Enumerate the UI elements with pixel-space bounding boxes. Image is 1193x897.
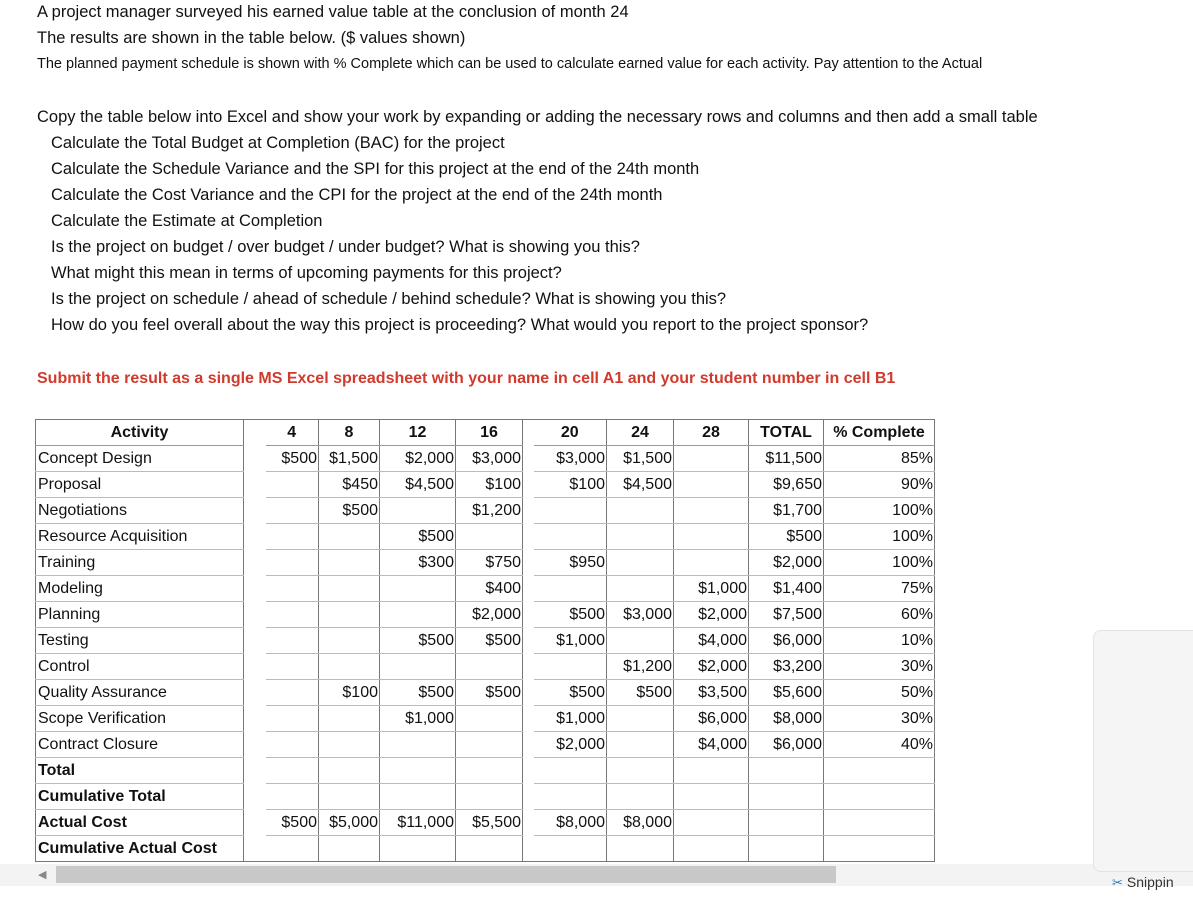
total-cell: $2,000 — [749, 550, 824, 576]
table-row — [36, 836, 935, 862]
value-cell: $1,000 — [534, 628, 607, 654]
value-cell — [674, 550, 749, 576]
value-cell — [674, 784, 749, 810]
value-cell: $100 — [319, 680, 380, 706]
value-cell — [456, 836, 523, 862]
value-cell — [319, 758, 380, 784]
row-label: Concept Design — [36, 446, 244, 472]
value-cell: $950 — [534, 550, 607, 576]
value-cell: $2,000 — [674, 654, 749, 680]
value-cell — [319, 784, 380, 810]
instruction-item: Calculate the Cost Variance and the CPI for the project at the end of the 24th month — [51, 186, 663, 204]
earned-value-table — [35, 419, 935, 862]
value-cell — [534, 836, 607, 862]
percent-cell: 30% — [824, 706, 935, 732]
value-cell — [456, 654, 523, 680]
value-cell — [534, 654, 607, 680]
value-cell: $4,000 — [674, 628, 749, 654]
table-row — [36, 758, 935, 784]
snipping-tool-label: Snippin — [1126, 874, 1174, 890]
header-total: TOTAL — [749, 420, 824, 446]
instruction-item: How do you feel overall about the way this project is proceeding? What would you report to the project sponsor? — [51, 316, 869, 334]
value-cell — [674, 836, 749, 862]
row-label: Cumulative Total — [36, 784, 244, 810]
row-label: Actual Cost — [36, 810, 244, 836]
value-cell — [456, 524, 523, 550]
value-cell: $1,200 — [456, 498, 523, 524]
table-row — [36, 810, 935, 836]
value-cell — [266, 550, 319, 576]
percent-cell — [824, 784, 935, 810]
value-cell — [674, 446, 749, 472]
value-cell — [266, 602, 319, 628]
instruction-item: Calculate the Estimate at Completion — [51, 212, 323, 230]
snipping-tool-button[interactable] — [1112, 874, 1174, 891]
percent-cell: 60% — [824, 602, 935, 628]
value-cell — [674, 498, 749, 524]
total-cell: $5,600 — [749, 680, 824, 706]
table-row — [36, 628, 935, 654]
percent-cell: 100% — [824, 524, 935, 550]
value-cell — [380, 784, 456, 810]
value-cell: $1,000 — [534, 706, 607, 732]
value-cell — [607, 732, 674, 758]
instruction-item: Is the project on budget / over budget / under budget? What is showing you this? — [51, 238, 640, 256]
instruction-item: What might this mean in terms of upcoming payments for this project? — [51, 264, 562, 282]
value-cell — [534, 758, 607, 784]
table-row — [36, 680, 935, 706]
table-row — [36, 524, 935, 550]
snipping-tool-panel — [1093, 630, 1193, 872]
value-cell — [607, 524, 674, 550]
value-cell — [534, 498, 607, 524]
value-cell — [674, 524, 749, 550]
value-cell: $1,500 — [319, 446, 380, 472]
total-cell — [749, 836, 824, 862]
value-cell — [456, 732, 523, 758]
header-month: 8 — [319, 420, 380, 446]
table-header-row — [36, 420, 935, 446]
value-cell: $5,500 — [456, 810, 523, 836]
scroll-left-icon[interactable]: ◀ — [38, 869, 47, 881]
horizontal-scrollbar[interactable] — [0, 864, 1193, 886]
row-label: Planning — [36, 602, 244, 628]
value-cell: $500 — [380, 680, 456, 706]
value-cell: $2,000 — [534, 732, 607, 758]
header-month: 12 — [380, 420, 456, 446]
value-cell: $3,500 — [674, 680, 749, 706]
value-cell: $500 — [266, 446, 319, 472]
total-cell — [749, 784, 824, 810]
percent-cell: 75% — [824, 576, 935, 602]
value-cell — [319, 602, 380, 628]
total-cell: $8,000 — [749, 706, 824, 732]
value-cell — [607, 498, 674, 524]
row-label: Resource Acquisition — [36, 524, 244, 550]
percent-cell — [824, 836, 935, 862]
header-percent-complete: % Complete — [824, 420, 935, 446]
value-cell: $500 — [266, 810, 319, 836]
value-cell — [266, 706, 319, 732]
table-row — [36, 784, 935, 810]
value-cell — [380, 758, 456, 784]
value-cell: $2,000 — [380, 446, 456, 472]
header-month: 24 — [607, 420, 674, 446]
value-cell — [607, 706, 674, 732]
value-cell — [319, 550, 380, 576]
row-label: Negotiations — [36, 498, 244, 524]
value-cell: $2,000 — [456, 602, 523, 628]
table-row — [36, 732, 935, 758]
percent-cell: 10% — [824, 628, 935, 654]
table-row — [36, 706, 935, 732]
value-cell: $4,500 — [380, 472, 456, 498]
value-cell — [266, 576, 319, 602]
value-cell — [607, 784, 674, 810]
value-cell: $1,000 — [380, 706, 456, 732]
row-label: Total — [36, 758, 244, 784]
intro-line-3: The planned payment schedule is shown with % Complete which can be used to calculate earned value for each activity. Pay attention to the Actual — [37, 56, 983, 72]
value-cell: $4,500 — [607, 472, 674, 498]
row-label: Training — [36, 550, 244, 576]
scrollbar-thumb[interactable] — [56, 866, 836, 883]
value-cell — [607, 576, 674, 602]
value-cell — [380, 576, 456, 602]
instruction-item: Calculate the Total Budget at Completion (BAC) for the project — [51, 134, 505, 152]
value-cell — [380, 654, 456, 680]
value-cell — [534, 576, 607, 602]
value-cell — [380, 498, 456, 524]
value-cell: $500 — [380, 628, 456, 654]
percent-cell: 100% — [824, 498, 935, 524]
value-cell — [266, 784, 319, 810]
percent-cell: 40% — [824, 732, 935, 758]
value-cell — [380, 602, 456, 628]
percent-cell: 90% — [824, 472, 935, 498]
row-label: Control — [36, 654, 244, 680]
value-cell — [534, 524, 607, 550]
value-cell — [266, 836, 319, 862]
total-cell: $500 — [749, 524, 824, 550]
value-cell: $4,000 — [674, 732, 749, 758]
intro-line-1: A project manager surveyed his earned value table at the conclusion of month 24 — [37, 3, 629, 21]
value-cell — [456, 784, 523, 810]
table-row — [36, 654, 935, 680]
total-cell: $1,700 — [749, 498, 824, 524]
value-cell: $5,000 — [319, 810, 380, 836]
value-cell — [319, 836, 380, 862]
value-cell: $1,200 — [607, 654, 674, 680]
value-cell — [319, 628, 380, 654]
submit-note: Submit the result as a single MS Excel spreadsheet with your name in cell A1 and your student number in cell B1 — [37, 370, 896, 387]
value-cell — [674, 758, 749, 784]
value-cell: $100 — [456, 472, 523, 498]
value-cell: $11,000 — [380, 810, 456, 836]
value-cell: $500 — [456, 628, 523, 654]
table-row — [36, 602, 935, 628]
value-cell: $400 — [456, 576, 523, 602]
percent-cell: 50% — [824, 680, 935, 706]
value-cell — [319, 706, 380, 732]
value-cell: $300 — [380, 550, 456, 576]
header-month: 4 — [266, 420, 319, 446]
row-label: Testing — [36, 628, 244, 654]
value-cell — [380, 732, 456, 758]
value-cell — [266, 758, 319, 784]
value-cell: $500 — [380, 524, 456, 550]
header-month: 16 — [456, 420, 523, 446]
value-cell — [607, 628, 674, 654]
row-label: Scope Verification — [36, 706, 244, 732]
instruction-item: Calculate the Schedule Variance and the SPI for this project at the end of the 24th month — [51, 160, 700, 178]
total-cell: $6,000 — [749, 628, 824, 654]
total-cell: $11,500 — [749, 446, 824, 472]
table-row — [36, 498, 935, 524]
value-cell: $3,000 — [607, 602, 674, 628]
row-label: Cumulative Actual Cost — [36, 836, 244, 862]
value-cell: $500 — [456, 680, 523, 706]
total-cell: $3,200 — [749, 654, 824, 680]
header-month: 20 — [534, 420, 607, 446]
value-cell — [266, 628, 319, 654]
value-cell: $2,000 — [674, 602, 749, 628]
instructions-lead: Copy the table below into Excel and show your work by expanding or adding the necessary rows and columns and then add a small table — [37, 108, 1038, 126]
percent-cell: 85% — [824, 446, 935, 472]
value-cell — [266, 498, 319, 524]
value-cell — [266, 472, 319, 498]
value-cell — [674, 810, 749, 836]
value-cell — [266, 732, 319, 758]
value-cell: $100 — [534, 472, 607, 498]
value-cell — [607, 758, 674, 784]
table-row — [36, 550, 935, 576]
value-cell: $500 — [607, 680, 674, 706]
header-month: 28 — [674, 420, 749, 446]
value-cell: $500 — [534, 602, 607, 628]
percent-cell: 100% — [824, 550, 935, 576]
value-cell — [319, 524, 380, 550]
value-cell: $8,000 — [534, 810, 607, 836]
value-cell — [319, 654, 380, 680]
value-cell — [266, 654, 319, 680]
value-cell: $750 — [456, 550, 523, 576]
value-cell: $6,000 — [674, 706, 749, 732]
total-cell: $7,500 — [749, 602, 824, 628]
row-label: Proposal — [36, 472, 244, 498]
row-label: Modeling — [36, 576, 244, 602]
instruction-item: Is the project on schedule / ahead of schedule / behind schedule? What is showing you this? — [51, 290, 727, 308]
value-cell: $3,000 — [534, 446, 607, 472]
table-row — [36, 576, 935, 602]
value-cell: $8,000 — [607, 810, 674, 836]
value-cell: $500 — [319, 498, 380, 524]
total-cell: $9,650 — [749, 472, 824, 498]
value-cell: $450 — [319, 472, 380, 498]
total-cell: $1,400 — [749, 576, 824, 602]
value-cell: $3,000 — [456, 446, 523, 472]
percent-cell — [824, 810, 935, 836]
value-cell: $1,500 — [607, 446, 674, 472]
value-cell — [380, 836, 456, 862]
percent-cell — [824, 758, 935, 784]
total-cell — [749, 810, 824, 836]
table-row — [36, 446, 935, 472]
value-cell — [607, 836, 674, 862]
value-cell — [266, 524, 319, 550]
value-cell — [319, 576, 380, 602]
row-label: Quality Assurance — [36, 680, 244, 706]
total-cell — [749, 758, 824, 784]
scissors-icon: ✂ — [1112, 875, 1123, 890]
value-cell — [456, 758, 523, 784]
header-activity: Activity — [36, 420, 244, 446]
value-cell — [319, 732, 380, 758]
percent-cell: 30% — [824, 654, 935, 680]
value-cell — [456, 706, 523, 732]
intro-line-2: The results are shown in the table below. ($ values shown) — [37, 29, 466, 47]
value-cell: $1,000 — [674, 576, 749, 602]
value-cell — [534, 784, 607, 810]
value-cell — [607, 550, 674, 576]
value-cell — [266, 680, 319, 706]
value-cell: $500 — [534, 680, 607, 706]
row-label: Contract Closure — [36, 732, 244, 758]
value-cell — [674, 472, 749, 498]
table-row — [36, 472, 935, 498]
total-cell: $6,000 — [749, 732, 824, 758]
